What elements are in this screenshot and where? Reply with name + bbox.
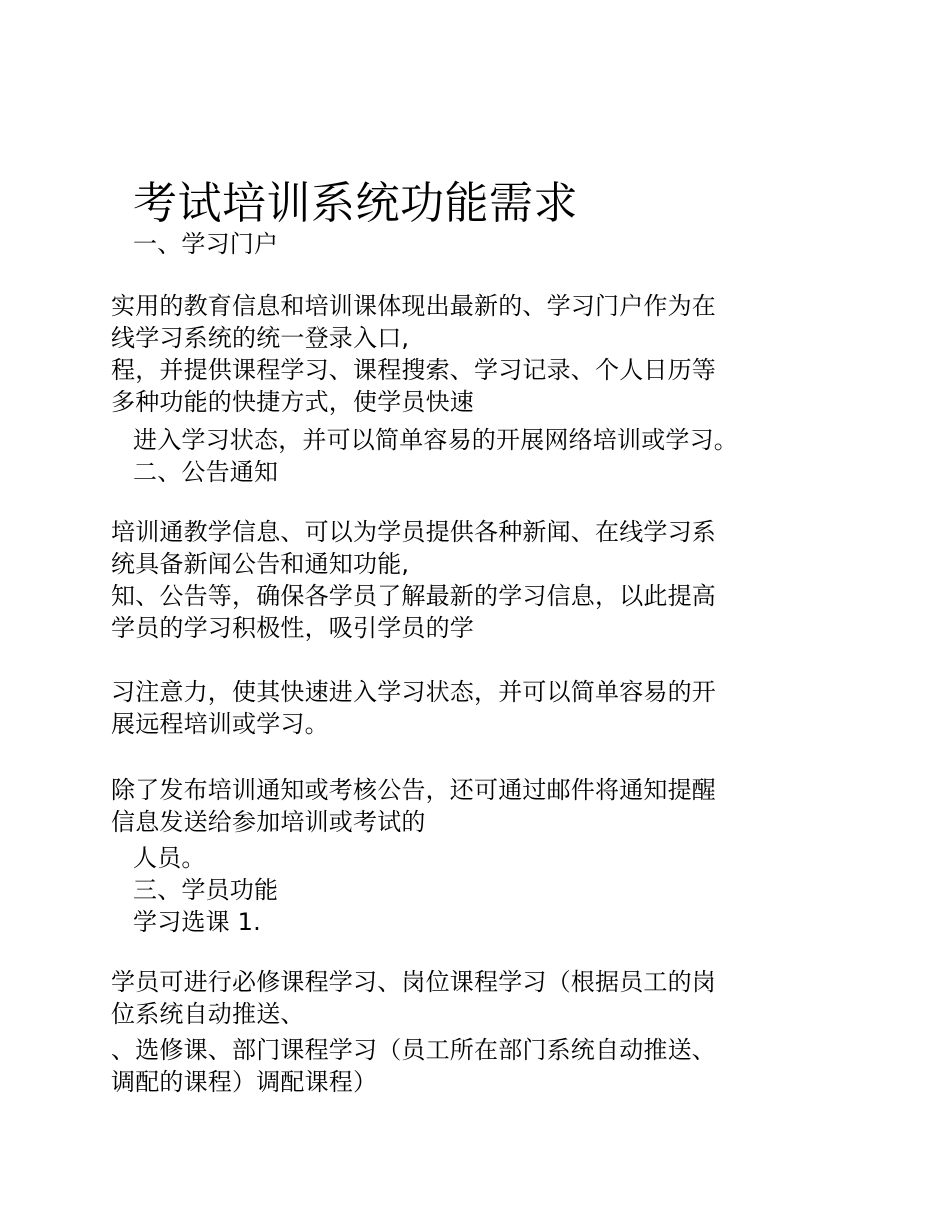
paragraph-line: 实用的教育信息和培训课体现出最新的、学习门户作为在 (111, 292, 716, 320)
paragraph-line: 进入学习状态，并可以简单容易的开展网络培训或学习。 (133, 426, 738, 454)
section-heading-announcements: 二、公告通知 (133, 458, 279, 486)
paragraph-line: 学员可进行必修课程学习、岗位课程学习（根据员工的岗 (111, 968, 716, 996)
subsection-heading-course-selection: 学习选课 1. (133, 908, 261, 936)
paragraph-line: 统具备新闻公告和通知功能, (111, 550, 410, 578)
paragraph-line: 知、公告等，确保各学员了解最新的学习信息，以此提高 (111, 582, 716, 610)
paragraph-line: 线学习系统的统一登录入口, (111, 324, 410, 352)
paragraph-line: 多种功能的快捷方式，使学员快速 (111, 388, 474, 416)
paragraph-line: 、选修课、部门课程学习（员工所在部门系统自动推送、 (111, 1036, 716, 1064)
paragraph-line: 人员。 (133, 844, 206, 872)
paragraph-line: 学员的学习积极性，吸引学员的学 (111, 614, 474, 642)
paragraph-line: 信息发送给参加培训或考试的 (111, 808, 426, 836)
section-heading-learning-portal: 一、学习门户 (133, 230, 279, 258)
section-heading-student-functions: 三、学员功能 (133, 876, 279, 904)
paragraph-line: 程，并提供课程学习、课程搜索、学习记录、个人日历等 (111, 356, 716, 384)
paragraph-line: 除了发布培训通知或考核公告，还可通过邮件将通知提醒 (111, 776, 716, 804)
paragraph-line: 位系统自动推送、 (111, 1000, 305, 1028)
paragraph-line: 培训通教学信息、可以为学员提供各种新闻、在线学习系 (111, 518, 716, 546)
paragraph-line: 习注意力，使其快速进入学习状态，并可以简单容易的开 (111, 678, 716, 706)
document-title: 考试培训系统功能需求 (133, 178, 578, 229)
paragraph-line: 展远程培训或学习。 (111, 710, 329, 738)
paragraph-line: 调配的课程）调配课程） (111, 1068, 378, 1096)
